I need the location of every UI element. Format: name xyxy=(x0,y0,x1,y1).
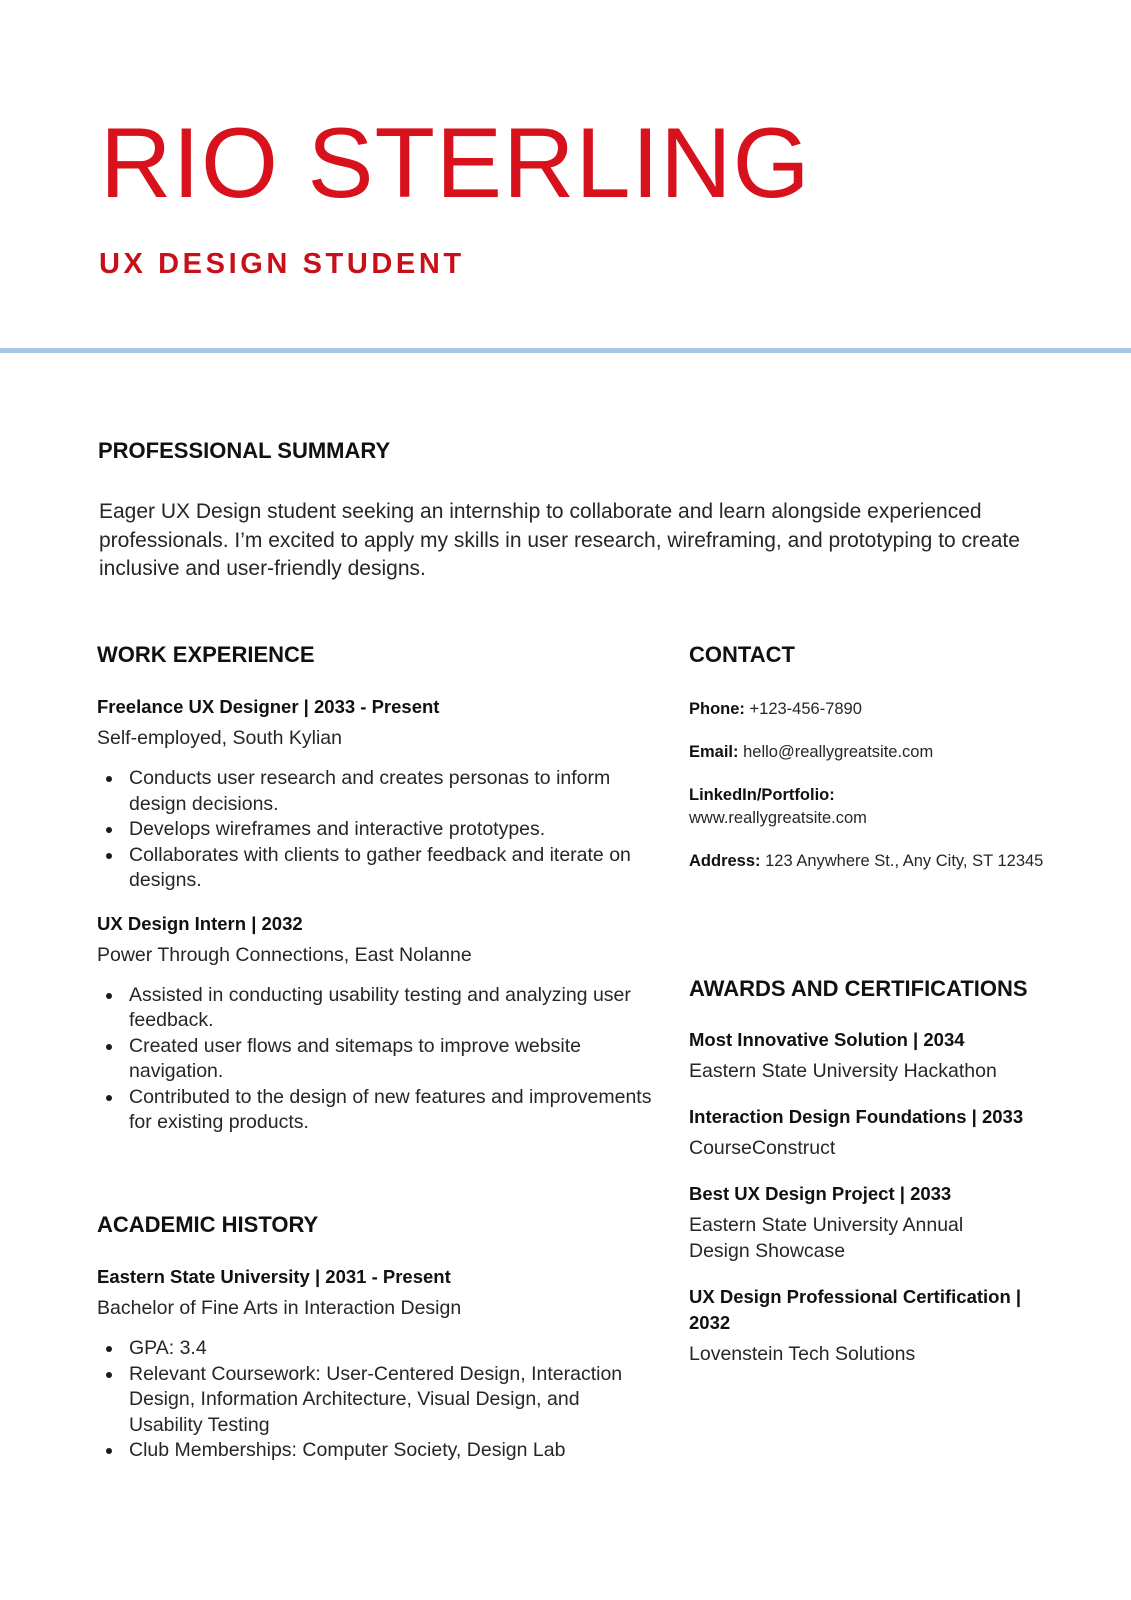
bullet-item: Develops wireframes and interactive prototypes. xyxy=(129,817,657,843)
awards-section xyxy=(689,1027,1029,1387)
job-bullets xyxy=(97,983,657,1136)
email-label: Email: xyxy=(689,743,739,761)
work-experience-heading: WORK EXPERIENCE xyxy=(97,642,315,667)
header-divider xyxy=(0,348,1131,353)
award-title: Most Innovative Solution | 2034 xyxy=(689,1029,965,1050)
contact-section xyxy=(689,698,1049,893)
summary-text: Eager UX Design student seeking an internship to collaborate and learn alongside experienced professionals. I’m excited to apply my skills in user research, wireframing, and prototyping to create inclusive and user-friendly designs. xyxy=(99,500,1020,580)
job-bullets xyxy=(97,766,657,894)
award-entry xyxy=(689,1104,1029,1161)
bullet-item: Created user flows and sitemaps to improve website navigation. xyxy=(129,1034,657,1085)
award-title: Best UX Design Project | 2033 xyxy=(689,1183,952,1204)
linkedin-label: LinkedIn/Portfolio: xyxy=(689,786,835,804)
email-value[interactable]: hello@reallygreatsite.com xyxy=(743,743,934,761)
bullet-item: Conducts user research and creates personas to inform design decisions. xyxy=(129,766,657,817)
academic-bullets xyxy=(97,1336,657,1464)
contact-email xyxy=(689,741,1049,764)
award-issuer: Eastern State University Hackathon xyxy=(689,1060,997,1082)
address-value: 123 Anywhere St., Any City, ST 12345 xyxy=(765,852,1044,870)
work-experience-section xyxy=(97,694,657,1136)
award-issuer: CourseConstruct xyxy=(689,1137,836,1159)
contact-address xyxy=(689,850,1049,873)
linkedin-value[interactable]: www.reallygreatsite.com xyxy=(689,809,867,827)
award-issuer: Lovenstein Tech Solutions xyxy=(689,1343,916,1365)
bullet-item: Club Memberships: Computer Society, Design Lab xyxy=(129,1438,657,1464)
award-issuer: Eastern State University Annual Design Showcase xyxy=(689,1214,964,1262)
award-entry xyxy=(689,1284,1029,1367)
bullet-item: Contributed to the design of new features and improvements for existing products. xyxy=(129,1085,657,1136)
job-title: Freelance UX Designer | 2033 - Present xyxy=(97,696,440,717)
award-title: Interaction Design Foundations | 2033 xyxy=(689,1106,1024,1127)
academic-history-section xyxy=(97,1264,657,1464)
awards-heading: AWARDS AND CERTIFICATIONS xyxy=(689,976,1028,1001)
bullet-item: Collaborates with clients to gather feedback and iterate on designs. xyxy=(129,843,657,894)
degree: Bachelor of Fine Arts in Interaction Design xyxy=(97,1297,462,1319)
bullet-item: GPA: 3.4 xyxy=(129,1336,657,1362)
job-employer: Self-employed, South Kylian xyxy=(97,727,342,749)
candidate-name: RIO STERLING xyxy=(100,107,811,218)
phone-label: Phone: xyxy=(689,700,745,718)
award-entry xyxy=(689,1181,1029,1264)
job-employer: Power Through Connections, East Nolanne xyxy=(97,943,472,966)
school-title: Eastern State University | 2031 - Present xyxy=(97,1266,451,1287)
summary-heading: PROFESSIONAL SUMMARY xyxy=(98,438,391,463)
contact-linkedin xyxy=(689,784,1049,830)
academic-history-heading: ACADEMIC HISTORY xyxy=(97,1212,319,1237)
contact-phone xyxy=(689,698,1049,721)
contact-heading: CONTACT xyxy=(689,642,795,667)
award-entry xyxy=(689,1027,1029,1084)
address-label: Address: xyxy=(689,852,761,870)
award-title: UX Design Professional Certification | 2032 xyxy=(689,1286,1022,1333)
job-entry-1 xyxy=(97,694,657,894)
job-title: UX Design Intern | 2032 xyxy=(97,912,303,934)
bullet-item: Relevant Coursework: User-Centered Design, Interaction Design, Information Architecture, Visual Design, and Usability Testing xyxy=(129,1362,657,1439)
bullet-item: Assisted in conducting usability testing and analyzing user feedback. xyxy=(129,983,657,1034)
candidate-role: UX DESIGN STUDENT xyxy=(99,248,465,280)
phone-value[interactable]: +123-456-7890 xyxy=(749,700,862,718)
job-entry-2 xyxy=(97,911,657,1136)
